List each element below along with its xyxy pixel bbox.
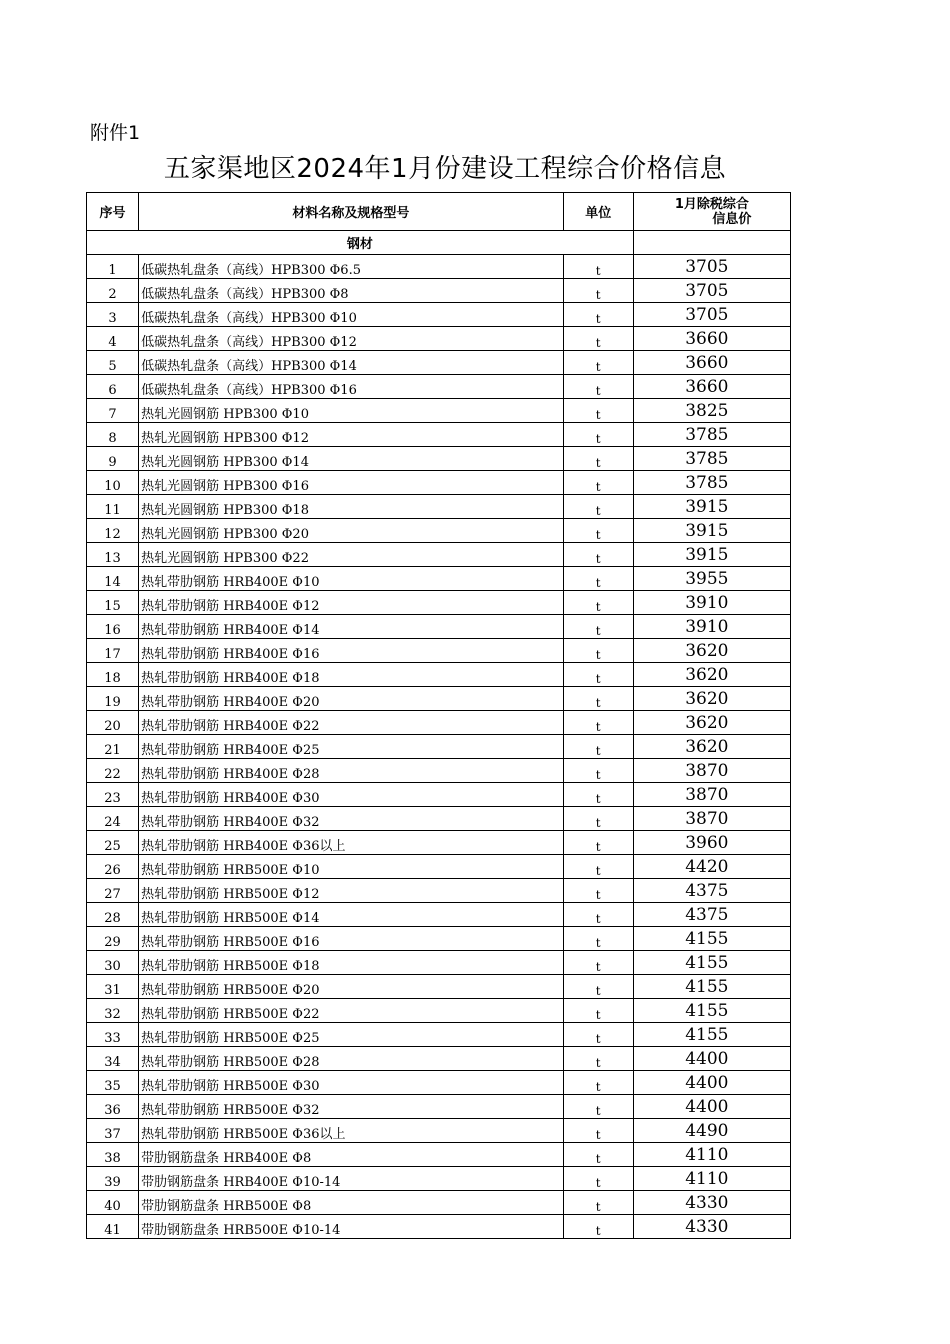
row-index: 34 — [87, 1047, 139, 1071]
table-row — [87, 255, 791, 279]
row-unit: t — [563, 735, 633, 759]
table-row — [87, 855, 791, 879]
row-price: 4155 — [633, 1023, 790, 1047]
row-unit: t — [563, 879, 633, 903]
table-row — [87, 951, 791, 975]
row-unit: t — [563, 1095, 633, 1119]
row-unit: t — [563, 375, 633, 399]
row-price: 3705 — [633, 303, 790, 327]
header-unit: 单位 — [563, 193, 633, 231]
row-price: 3915 — [633, 543, 790, 567]
row-price: 3620 — [633, 711, 790, 735]
row-index: 7 — [87, 399, 139, 423]
price-table — [86, 192, 791, 1239]
table-row — [87, 759, 791, 783]
row-index: 5 — [87, 351, 139, 375]
row-index: 14 — [87, 567, 139, 591]
row-unit: t — [563, 1119, 633, 1143]
row-index: 23 — [87, 783, 139, 807]
row-unit: t — [563, 567, 633, 591]
row-unit: t — [563, 1047, 633, 1071]
row-material-name: 热轧带肋钢筋 HRB500E Φ20 — [139, 975, 564, 999]
row-index: 11 — [87, 495, 139, 519]
row-price: 3785 — [633, 471, 790, 495]
row-price: 3870 — [633, 807, 790, 831]
row-unit: t — [563, 687, 633, 711]
row-price: 3870 — [633, 759, 790, 783]
row-price: 3785 — [633, 447, 790, 471]
row-material-name: 热轧带肋钢筋 HRB500E Φ32 — [139, 1095, 564, 1119]
table-row — [87, 471, 791, 495]
row-price: 4375 — [633, 903, 790, 927]
table-row — [87, 1191, 791, 1215]
row-material-name: 热轧光圆钢筋 HPB300 Φ14 — [139, 447, 564, 471]
row-index: 36 — [87, 1095, 139, 1119]
row-unit: t — [563, 279, 633, 303]
row-material-name: 热轧带肋钢筋 HRB500E Φ22 — [139, 999, 564, 1023]
table-row — [87, 879, 791, 903]
table-row — [87, 999, 791, 1023]
table-row — [87, 375, 791, 399]
table-row — [87, 1071, 791, 1095]
row-index: 6 — [87, 375, 139, 399]
row-price: 3785 — [633, 423, 790, 447]
row-material-name: 热轧光圆钢筋 HPB300 Φ12 — [139, 423, 564, 447]
row-unit: t — [563, 1167, 633, 1191]
table-row — [87, 639, 791, 663]
row-material-name: 带肋钢筋盘条 HRB500E Φ8 — [139, 1191, 564, 1215]
row-index: 30 — [87, 951, 139, 975]
row-price: 3620 — [633, 687, 790, 711]
row-unit: t — [563, 543, 633, 567]
row-unit: t — [563, 615, 633, 639]
row-material-name: 低碳热轧盘条（高线）HPB300 Φ12 — [139, 327, 564, 351]
row-material-name: 热轧带肋钢筋 HRB500E Φ14 — [139, 903, 564, 927]
header-index: 序号 — [87, 193, 139, 231]
row-price: 4155 — [633, 999, 790, 1023]
row-material-name: 热轧带肋钢筋 HRB500E Φ16 — [139, 927, 564, 951]
row-price: 3915 — [633, 495, 790, 519]
table-row — [87, 1095, 791, 1119]
row-index: 27 — [87, 879, 139, 903]
header-price-line2: 信息价 — [712, 211, 752, 227]
row-price: 4155 — [633, 927, 790, 951]
table-row — [87, 567, 791, 591]
row-index: 1 — [87, 255, 139, 279]
row-unit: t — [563, 423, 633, 447]
row-unit: t — [563, 927, 633, 951]
row-price: 4400 — [633, 1071, 790, 1095]
row-index: 9 — [87, 447, 139, 471]
table-row — [87, 279, 791, 303]
row-unit: t — [563, 711, 633, 735]
row-material-name: 带肋钢筋盘条 HRB400E Φ8 — [139, 1143, 564, 1167]
row-price: 4110 — [633, 1167, 790, 1191]
row-unit: t — [563, 759, 633, 783]
table-row — [87, 735, 791, 759]
row-price: 4400 — [633, 1047, 790, 1071]
row-unit: t — [563, 1191, 633, 1215]
row-unit: t — [563, 855, 633, 879]
row-material-name: 热轧带肋钢筋 HRB400E Φ12 — [139, 591, 564, 615]
row-index: 25 — [87, 831, 139, 855]
row-index: 24 — [87, 807, 139, 831]
table-row — [87, 399, 791, 423]
table-row — [87, 711, 791, 735]
row-material-name: 热轧带肋钢筋 HRB400E Φ22 — [139, 711, 564, 735]
table-row — [87, 783, 791, 807]
row-price: 3620 — [633, 735, 790, 759]
row-unit: t — [563, 591, 633, 615]
row-index: 4 — [87, 327, 139, 351]
row-index: 8 — [87, 423, 139, 447]
row-material-name: 热轧带肋钢筋 HRB400E Φ18 — [139, 663, 564, 687]
row-price: 4330 — [633, 1191, 790, 1215]
page-title-text: 五家渠地区2024年1月份建设工程综合价格信息 — [163, 154, 727, 184]
row-index: 39 — [87, 1167, 139, 1191]
row-index: 26 — [87, 855, 139, 879]
row-material-name: 低碳热轧盘条（高线）HPB300 Φ10 — [139, 303, 564, 327]
row-material-name: 热轧光圆钢筋 HPB300 Φ16 — [139, 471, 564, 495]
row-price: 4155 — [633, 975, 790, 999]
header-name: 材料名称及规格型号 — [139, 193, 564, 231]
row-price: 3910 — [633, 615, 790, 639]
row-price: 3660 — [633, 327, 790, 351]
row-index: 29 — [87, 927, 139, 951]
row-material-name: 热轧带肋钢筋 HRB400E Φ16 — [139, 639, 564, 663]
row-price: 3660 — [633, 375, 790, 399]
row-index: 37 — [87, 1119, 139, 1143]
row-index: 17 — [87, 639, 139, 663]
header-price-line1: 1月除税综合 — [674, 196, 749, 212]
row-material-name: 热轧带肋钢筋 HRB400E Φ25 — [139, 735, 564, 759]
row-material-name: 低碳热轧盘条（高线）HPB300 Φ14 — [139, 351, 564, 375]
row-material-name: 热轧带肋钢筋 HRB400E Φ20 — [139, 687, 564, 711]
table-row — [87, 831, 791, 855]
row-index: 41 — [87, 1215, 139, 1239]
attachment-label: 附件1 — [90, 122, 141, 144]
row-index: 31 — [87, 975, 139, 999]
category-row — [87, 231, 791, 255]
row-unit: t — [563, 1143, 633, 1167]
page-title — [0, 148, 890, 185]
row-unit: t — [563, 903, 633, 927]
row-unit: t — [563, 351, 633, 375]
row-price: 3915 — [633, 519, 790, 543]
row-material-name: 热轧带肋钢筋 HRB400E Φ36以上 — [139, 831, 564, 855]
table-row — [87, 303, 791, 327]
table-row — [87, 975, 791, 999]
row-index: 18 — [87, 663, 139, 687]
row-unit: t — [563, 447, 633, 471]
table-row — [87, 1167, 791, 1191]
row-price: 4420 — [633, 855, 790, 879]
row-index: 2 — [87, 279, 139, 303]
row-index: 38 — [87, 1143, 139, 1167]
table-row — [87, 423, 791, 447]
row-price: 3620 — [633, 639, 790, 663]
row-unit: t — [563, 663, 633, 687]
row-unit: t — [563, 303, 633, 327]
row-unit: t — [563, 783, 633, 807]
row-material-name: 热轧光圆钢筋 HPB300 Φ18 — [139, 495, 564, 519]
row-material-name: 带肋钢筋盘条 HRB500E Φ10-14 — [139, 1215, 564, 1239]
row-unit: t — [563, 471, 633, 495]
row-material-name: 热轧光圆钢筋 HPB300 Φ10 — [139, 399, 564, 423]
table-row — [87, 1023, 791, 1047]
table-row — [87, 903, 791, 927]
row-index: 22 — [87, 759, 139, 783]
row-material-name: 热轧带肋钢筋 HRB400E Φ28 — [139, 759, 564, 783]
row-material-name: 低碳热轧盘条（高线）HPB300 Φ8 — [139, 279, 564, 303]
row-index: 40 — [87, 1191, 139, 1215]
table-row — [87, 927, 791, 951]
row-index: 35 — [87, 1071, 139, 1095]
row-material-name: 热轧带肋钢筋 HRB500E Φ25 — [139, 1023, 564, 1047]
table-row — [87, 447, 791, 471]
category-label: 钢材 — [87, 231, 634, 255]
row-unit: t — [563, 1023, 633, 1047]
row-index: 20 — [87, 711, 139, 735]
row-price: 3955 — [633, 567, 790, 591]
row-price: 3620 — [633, 663, 790, 687]
row-price: 4375 — [633, 879, 790, 903]
row-price: 3870 — [633, 783, 790, 807]
row-index: 32 — [87, 999, 139, 1023]
table-row — [87, 1215, 791, 1239]
row-material-name: 热轧带肋钢筋 HRB400E Φ30 — [139, 783, 564, 807]
row-index: 15 — [87, 591, 139, 615]
row-unit: t — [563, 807, 633, 831]
table-row — [87, 1119, 791, 1143]
row-material-name: 热轧带肋钢筋 HRB500E Φ36以上 — [139, 1119, 564, 1143]
row-price: 3705 — [633, 255, 790, 279]
row-material-name: 热轧带肋钢筋 HRB400E Φ14 — [139, 615, 564, 639]
row-index: 19 — [87, 687, 139, 711]
row-unit: t — [563, 399, 633, 423]
row-unit: t — [563, 327, 633, 351]
row-index: 12 — [87, 519, 139, 543]
table-header-row — [87, 193, 791, 231]
table-row — [87, 591, 791, 615]
row-price: 3960 — [633, 831, 790, 855]
row-index: 28 — [87, 903, 139, 927]
table-row — [87, 1143, 791, 1167]
row-price: 3660 — [633, 351, 790, 375]
row-material-name: 热轧带肋钢筋 HRB400E Φ32 — [139, 807, 564, 831]
row-unit: t — [563, 255, 633, 279]
row-index: 33 — [87, 1023, 139, 1047]
row-material-name: 热轧光圆钢筋 HPB300 Φ20 — [139, 519, 564, 543]
table-row — [87, 495, 791, 519]
row-index: 3 — [87, 303, 139, 327]
row-unit: t — [563, 639, 633, 663]
row-price: 3705 — [633, 279, 790, 303]
price-table-body — [87, 193, 791, 1239]
row-material-name: 热轧带肋钢筋 HRB400E Φ10 — [139, 567, 564, 591]
row-material-name: 带肋钢筋盘条 HRB400E Φ10-14 — [139, 1167, 564, 1191]
row-index: 10 — [87, 471, 139, 495]
row-price: 4110 — [633, 1143, 790, 1167]
row-unit: t — [563, 999, 633, 1023]
row-unit: t — [563, 1215, 633, 1239]
row-price: 4330 — [633, 1215, 790, 1239]
row-unit: t — [563, 1071, 633, 1095]
table-row — [87, 663, 791, 687]
row-index: 21 — [87, 735, 139, 759]
table-row — [87, 615, 791, 639]
row-price: 3910 — [633, 591, 790, 615]
row-index: 13 — [87, 543, 139, 567]
row-unit: t — [563, 495, 633, 519]
header-price — [633, 193, 790, 231]
row-unit: t — [563, 975, 633, 999]
row-material-name: 热轧带肋钢筋 HRB500E Φ18 — [139, 951, 564, 975]
row-unit: t — [563, 831, 633, 855]
row-price: 4490 — [633, 1119, 790, 1143]
table-row — [87, 687, 791, 711]
row-price: 4155 — [633, 951, 790, 975]
table-row — [87, 1047, 791, 1071]
table-row — [87, 351, 791, 375]
row-unit: t — [563, 519, 633, 543]
row-price: 3825 — [633, 399, 790, 423]
row-material-name: 低碳热轧盘条（高线）HPB300 Φ6.5 — [139, 255, 564, 279]
row-material-name: 热轧光圆钢筋 HPB300 Φ22 — [139, 543, 564, 567]
category-empty-cell — [633, 231, 790, 255]
table-row — [87, 519, 791, 543]
row-price: 4400 — [633, 1095, 790, 1119]
table-row — [87, 327, 791, 351]
table-row — [87, 543, 791, 567]
row-material-name: 热轧带肋钢筋 HRB500E Φ12 — [139, 879, 564, 903]
row-material-name: 热轧带肋钢筋 HRB500E Φ30 — [139, 1071, 564, 1095]
row-material-name: 热轧带肋钢筋 HRB500E Φ10 — [139, 855, 564, 879]
row-material-name: 低碳热轧盘条（高线）HPB300 Φ16 — [139, 375, 564, 399]
row-index: 16 — [87, 615, 139, 639]
row-material-name: 热轧带肋钢筋 HRB500E Φ28 — [139, 1047, 564, 1071]
row-unit: t — [563, 951, 633, 975]
table-row — [87, 807, 791, 831]
